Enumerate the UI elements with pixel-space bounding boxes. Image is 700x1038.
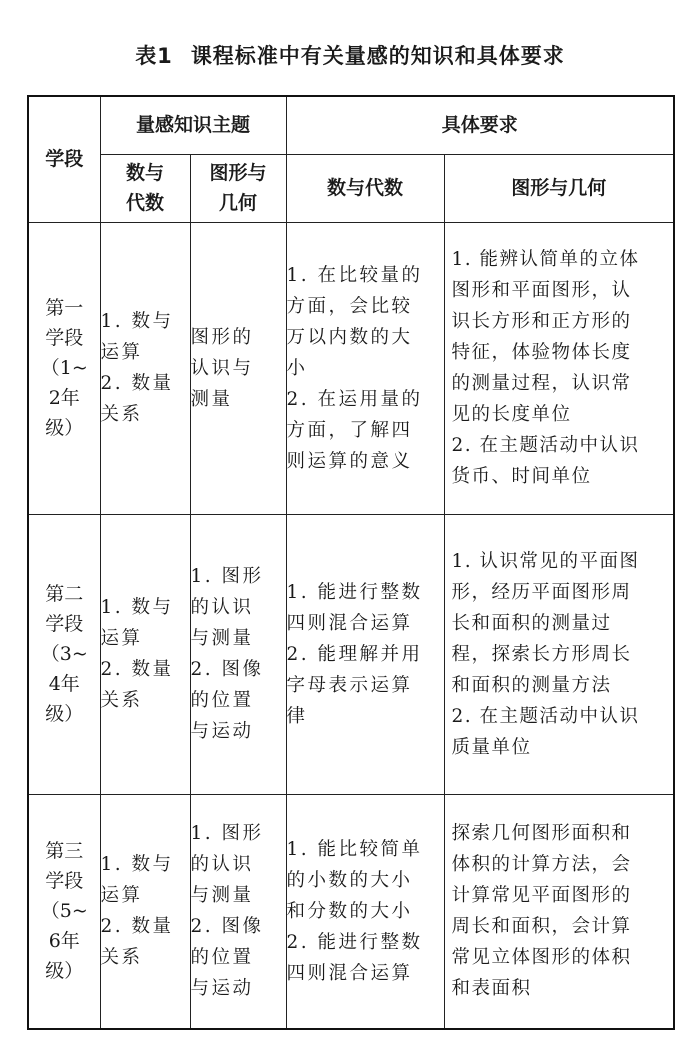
header-text-line: 数与 (125, 162, 164, 184)
text-line: 1. 数与 (100, 311, 174, 332)
text-line: 长和面积的测量过 (451, 612, 612, 634)
text-line: 2. 数量 (100, 659, 174, 680)
text-line: 的小数的大小 (286, 869, 413, 891)
text-line: 形，经历平面图形周 (451, 581, 632, 603)
text-line: 4年 (48, 673, 80, 695)
text-line: 6年 (48, 930, 80, 953)
text-line: 2. 数量 (100, 916, 174, 938)
table-row (28, 514, 674, 794)
text-line: 方面，会比较 (286, 295, 413, 317)
text-line: 万以内数的大 (286, 326, 413, 348)
text-line: 1. 数与 (100, 597, 174, 618)
text-line: 图形的 (190, 326, 254, 348)
req-geometry-cell (444, 222, 674, 514)
text-line: 1. 图形 (190, 823, 264, 845)
stage-cell (28, 514, 100, 794)
header-req-number-algebra: 数与代数 (286, 154, 444, 222)
text-line: （3~ (40, 643, 88, 665)
req-number-algebra-cell (286, 514, 444, 794)
text-line: 的认识 (190, 854, 254, 876)
text-line: 2. 图像 (190, 916, 264, 938)
text-line: 运算 (100, 885, 143, 907)
text-line: 2. 数量 (100, 373, 174, 394)
table-row (28, 222, 674, 514)
text-line: 学段 (45, 327, 84, 349)
text-line: 2. 能进行整数 (286, 931, 423, 953)
text-line: 货币、时间单位 (451, 466, 592, 487)
text-line: 周长和面积，会计算 (451, 916, 632, 938)
text-line: 图形和平面图形，认 (451, 280, 632, 301)
text-line: 程，探索长方形周长 (451, 643, 632, 665)
text-line: 2. 图像 (190, 659, 264, 680)
header-topic-group: 量感知识主题 (100, 96, 286, 154)
stage-cell (28, 794, 100, 1029)
text-line: 和表面积 (451, 978, 532, 1000)
text-line: 运算 (100, 628, 143, 649)
text-line: 的测量过程，认识常 (451, 373, 632, 394)
text-line: 1. 能进行整数 (286, 581, 423, 603)
text-line: （1~ (40, 357, 88, 379)
text-line: 体积的计算方法，会 (451, 854, 632, 876)
text-line: 2. 在主题活动中认识 (451, 705, 640, 727)
text-line: 1. 数与 (100, 854, 174, 876)
header-row-1 (28, 96, 674, 154)
stage-cell (28, 222, 100, 514)
header-row-2 (28, 154, 674, 222)
text-line: （5~ (40, 900, 88, 923)
header-text-line: 几何 (219, 192, 258, 214)
text-line: 则运算的意义 (286, 450, 413, 472)
header-stage: 学段 (28, 96, 100, 222)
text-line: 2. 能理解并用 (286, 643, 423, 665)
text-line: 级） (45, 703, 84, 725)
text-line: 1. 在比较量的 (286, 264, 423, 286)
text-line: 与测量 (190, 885, 254, 907)
text-line: 常见立体图形的体积 (451, 947, 632, 969)
text-line: 特征，体验物体长度 (451, 342, 632, 363)
topic-geometry-cell (190, 794, 286, 1029)
topic-number-algebra-cell (100, 794, 190, 1029)
text-line: 关系 (100, 404, 143, 425)
text-line: 2年 (48, 387, 80, 409)
text-line: 认识与 (190, 357, 254, 379)
req-geometry-cell (444, 794, 674, 1029)
text-line: 四则混合运算 (286, 612, 413, 634)
topic-number-algebra-cell (100, 514, 190, 794)
text-line: 学段 (45, 870, 84, 893)
text-line: 的位置 (190, 947, 254, 969)
text-line: 测量 (190, 388, 233, 410)
header-requirements-group: 具体要求 (286, 96, 674, 154)
text-line: 2. 在主题活动中认识 (451, 435, 640, 456)
topic-number-algebra-cell (100, 222, 190, 514)
header-topic-geometry (190, 154, 286, 222)
text-line: 和面积的测量方法 (451, 674, 612, 696)
table-caption (0, 40, 700, 70)
table-row (28, 794, 674, 1029)
requirements-table (27, 95, 675, 1030)
topic-geometry-cell (190, 222, 286, 514)
text-line: 关系 (100, 947, 143, 969)
text-line: 1. 能辨认简单的立体 (451, 249, 640, 270)
header-text-line: 图形与 (209, 162, 267, 184)
text-line: 探索几何图形面积和 (451, 823, 632, 845)
table-number: 表1 (135, 44, 173, 68)
topic-geometry-cell (190, 514, 286, 794)
text-line: 与测量 (190, 628, 254, 649)
text-line: 第三 (45, 840, 84, 863)
text-line: 见的长度单位 (451, 404, 572, 425)
req-number-algebra-cell (286, 222, 444, 514)
text-line: 质量单位 (451, 736, 532, 758)
text-line: 第二 (45, 583, 84, 605)
text-line: 小 (286, 357, 308, 379)
header-text-line: 代数 (125, 192, 164, 214)
table-title: 课程标准中有关量感的知识和具体要求 (190, 44, 565, 68)
text-line: 1. 能比较简单 (286, 838, 423, 860)
header-req-geometry: 图形与几何 (444, 154, 674, 222)
text-line: 字母表示运算 (286, 674, 413, 696)
text-line: 方面，了解四 (286, 419, 413, 441)
text-line: 1. 图形 (190, 566, 264, 587)
req-number-algebra-cell (286, 794, 444, 1029)
text-line: 的认识 (190, 597, 254, 618)
text-line: 与运动 (190, 721, 254, 742)
text-line: 律 (286, 705, 308, 727)
text-line: 和分数的大小 (286, 900, 413, 922)
text-line: 2. 在运用量的 (286, 388, 423, 410)
text-line: 识长方形和正方形的 (451, 311, 632, 332)
text-line: 的位置 (190, 690, 254, 711)
text-line: 计算常见平面图形的 (451, 885, 632, 907)
text-line: 关系 (100, 690, 143, 711)
header-topic-number-algebra (100, 154, 190, 222)
text-line: 学段 (45, 613, 84, 635)
req-geometry-cell (444, 514, 674, 794)
text-line: 1. 认识常见的平面图 (451, 550, 640, 572)
text-line: 级） (45, 417, 84, 439)
text-line: 级） (45, 960, 84, 983)
text-line: 四则混合运算 (286, 962, 413, 984)
text-line: 第一 (45, 297, 84, 319)
text-line: 与运动 (190, 978, 254, 1000)
text-line: 运算 (100, 342, 143, 363)
